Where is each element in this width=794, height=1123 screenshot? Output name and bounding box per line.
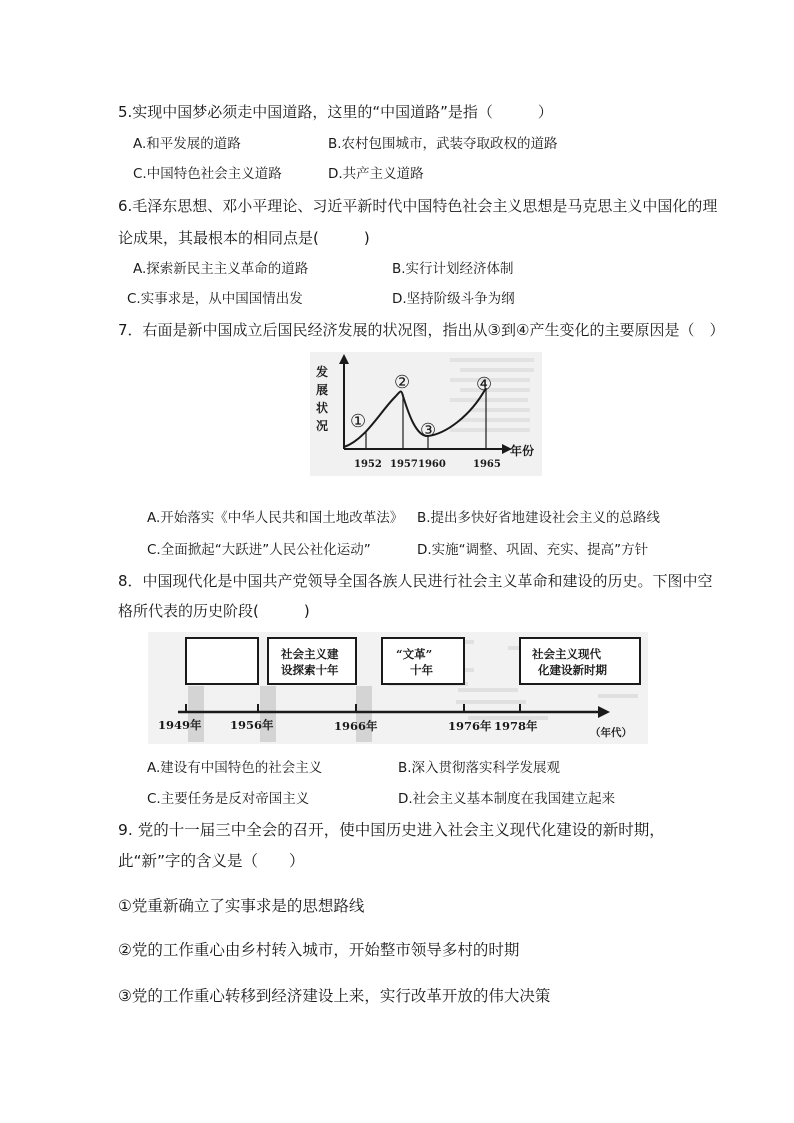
y-label-char-2: 展: [316, 383, 329, 397]
q5-option-c: C.中国特色社会主义道路: [133, 166, 282, 182]
marker-1: ①: [350, 411, 367, 432]
year-1952: 1952: [354, 459, 382, 470]
y-label-char-3: 状: [316, 401, 329, 415]
q9-stem-line1: 9. 党的十一届三中全会的召开，使中国历史进入社会主义现代化建设的新时期，: [118, 821, 665, 839]
year-1960: 1960: [418, 459, 446, 470]
x-axis-label: 年份: [510, 444, 535, 458]
q9-item-2: ②党的工作重心由乡村转入城市，开始整市领导多村的时期: [118, 941, 520, 959]
exploration-label-line1: 社会主义建: [281, 647, 339, 661]
economy-development-figure: [310, 352, 542, 476]
year-1956: 1956年: [230, 718, 274, 732]
marker-4: ④: [476, 374, 493, 395]
q6-option-d: D.坚持阶级斗争为纲: [392, 291, 515, 307]
q8-option-d: D.社会主义基本制度在我国建立起来: [398, 791, 616, 807]
q5-option-b: B.农村包围城市，武装夺取政权的道路: [328, 136, 558, 152]
y-label-char-4: 况: [316, 419, 329, 433]
q7-option-c: C.全面掀起“大跃进”人民公社化运动”: [147, 542, 371, 558]
q7-option-b: B.提出多快好省地建设社会主义的总路线: [417, 510, 661, 526]
q6-option-a: A.探索新民主主义革命的道路: [133, 261, 309, 277]
modernization-box: [520, 638, 640, 684]
cultural-revolution-label-line1: “文革”: [396, 647, 433, 661]
q5-option-d: D.共产主义道路: [328, 166, 424, 182]
q6-stem-line1: 6.毛泽东思想、邓小平理论、习近平新时代中国特色社会主义思想是马克思主义中国化的理: [118, 197, 718, 215]
q5-stem: 5.实现中国梦必须走中国道路，这里的“中国道路”是指（ ）: [118, 103, 553, 121]
cultural-revolution-box: [382, 638, 464, 684]
year-1976: 1976年: [448, 719, 492, 733]
q9-item-1: ①党重新确立了实事求是的思想路线: [118, 897, 365, 915]
q8-stem-line1: 8．中国现代化是中国共产党领导全国各族人民进行社会主义革命和建设的历史。下图中空: [118, 572, 713, 590]
q6-option-b: B.实行计划经济体制: [392, 261, 514, 277]
year-1965: 1965: [473, 459, 501, 470]
q9-item-3: ③党的工作重心转移到经济建设上来，实行改革开放的伟大决策: [118, 987, 551, 1005]
q7-option-d: D.实施“调整、巩固、充实、提高”方针: [417, 542, 649, 558]
q5-option-a: A.和平发展的道路: [133, 136, 241, 152]
q8-option-a: A.建设有中国特色的社会主义: [147, 760, 323, 776]
year-1957: 1957: [390, 459, 418, 470]
y-label-char-1: 发: [316, 365, 329, 379]
year-1966: 1966年: [334, 719, 378, 733]
marker-3: ③: [420, 420, 437, 441]
history-timeline-figure: [148, 632, 648, 744]
cultural-revolution-label-line2: 十年: [410, 663, 433, 677]
q7-option-a: A.开始落实《中华人民共和国土地改革法》: [147, 510, 404, 526]
exploration-label-line2: 设探索十年: [281, 663, 339, 677]
marker-2: ②: [394, 372, 411, 393]
q9-stem-line2: 此“新”字的含义是（ ）: [118, 852, 305, 870]
empty-stage-box: [186, 638, 258, 684]
q6-option-c: C.实事求是，从中国国情出发: [127, 291, 303, 307]
year-1949: 1949年: [158, 718, 202, 732]
q7-stem: 7．右面是新中国成立后国民经济发展的状况图，指出从③到④产生变化的主要原因是（ ）: [118, 321, 725, 339]
modernization-label-line1: 社会主义现代: [532, 647, 601, 661]
q6-stem-line2: 论成果，其最根本的相同点是( ): [118, 229, 370, 247]
q8-option-c: C.主要任务是反对帝国主义: [147, 791, 310, 807]
q8-option-b: B.深入贯彻落实科学发展观: [398, 760, 561, 776]
q8-stem-line2: 格所代表的历史阶段( ): [118, 602, 310, 620]
modernization-label-line2: 化建设新时期: [538, 663, 607, 677]
timeline-axis-label: （年代）: [590, 727, 632, 739]
socialist-exploration-box: [268, 638, 356, 684]
year-1978: 1978年: [494, 719, 538, 733]
